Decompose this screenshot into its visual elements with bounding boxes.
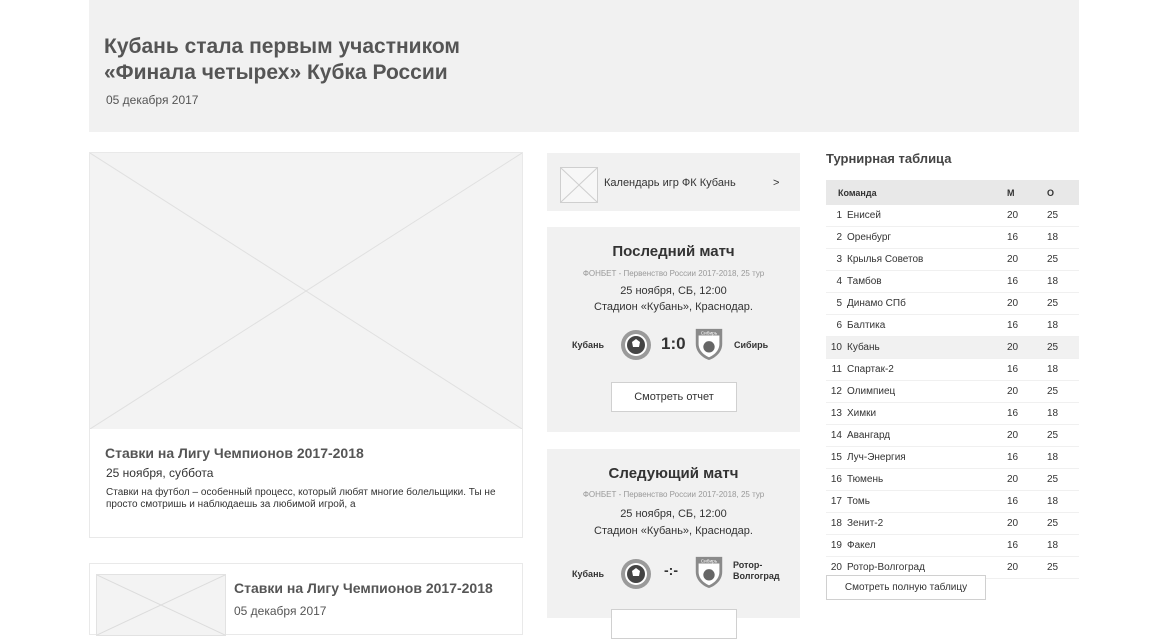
table-row[interactable] xyxy=(826,249,1079,271)
team-points: 25 xyxy=(1047,337,1079,359)
team-name: Луч-Энергия xyxy=(847,447,1007,469)
team-position: 6 xyxy=(826,315,847,337)
team-matches: 16 xyxy=(1007,315,1047,337)
team-matches: 20 xyxy=(1007,249,1047,271)
team-points: 25 xyxy=(1047,381,1079,403)
away-team: Сибирь xyxy=(734,340,769,350)
team-name: Крылья Советов xyxy=(847,249,1007,271)
col-team: Команда xyxy=(826,180,1007,205)
table-row[interactable] xyxy=(826,293,1079,315)
team-points: 18 xyxy=(1047,271,1079,293)
team-position: 14 xyxy=(826,425,847,447)
team-matches: 16 xyxy=(1007,227,1047,249)
table-row[interactable] xyxy=(826,447,1079,469)
kuban-ball-icon xyxy=(620,328,652,362)
team-matches: 16 xyxy=(1007,491,1047,513)
table-row[interactable] xyxy=(826,337,1079,359)
image-placeholder xyxy=(96,574,226,636)
news-date: 25 ноября, суббота xyxy=(106,466,214,480)
match-score: -:- xyxy=(664,562,678,578)
last-match-card xyxy=(547,227,800,432)
calendar-image-placeholder xyxy=(560,167,598,203)
team-name: Тамбов xyxy=(847,271,1007,293)
news-title[interactable]: Ставки на Лигу Чемпионов 2017-2018 xyxy=(105,445,364,461)
team-points: 25 xyxy=(1047,513,1079,535)
team-points: 18 xyxy=(1047,447,1079,469)
team-position: 4 xyxy=(826,271,847,293)
team-name: Оренбург xyxy=(847,227,1007,249)
team-matches: 20 xyxy=(1007,513,1047,535)
hero-title[interactable]: Кубань стала первым участником «Финала четырех» Кубка России xyxy=(104,35,460,84)
team-position: 12 xyxy=(826,381,847,403)
team-position: 2 xyxy=(826,227,847,249)
match-stadium: Стадион «Кубань», Краснодар. xyxy=(594,301,753,313)
team-name: Балтика xyxy=(847,315,1007,337)
team-name: Енисей xyxy=(847,205,1007,227)
kuban-ball-icon xyxy=(620,557,652,591)
team-matches: 20 xyxy=(1007,293,1047,315)
team-position: 20 xyxy=(826,557,847,579)
standings-title: Турнирная таблица xyxy=(826,151,952,166)
news-card-small[interactable] xyxy=(89,563,523,635)
view-match-button[interactable] xyxy=(611,609,737,639)
standings-table xyxy=(826,180,1079,579)
home-team: Кубань xyxy=(572,340,605,350)
badge-label: Сибирь xyxy=(700,559,718,565)
team-position: 18 xyxy=(826,513,847,535)
team-points: 18 xyxy=(1047,535,1079,557)
team-points: 18 xyxy=(1047,359,1079,381)
team-matches: 20 xyxy=(1007,469,1047,491)
news-date: 05 декабря 2017 xyxy=(234,604,327,618)
team-matches: 16 xyxy=(1007,535,1047,557)
table-row[interactable] xyxy=(826,491,1079,513)
hero-date: 05 декабря 2017 xyxy=(106,93,199,107)
team-position: 13 xyxy=(826,403,847,425)
table-row[interactable] xyxy=(826,271,1079,293)
team-points: 25 xyxy=(1047,293,1079,315)
team-matches: 16 xyxy=(1007,271,1047,293)
team-matches: 16 xyxy=(1007,403,1047,425)
team-points: 25 xyxy=(1047,469,1079,491)
col-points: О xyxy=(1047,180,1079,205)
team-matches: 20 xyxy=(1007,337,1047,359)
team-name: Химки xyxy=(847,403,1007,425)
rotor-shield-icon xyxy=(693,555,725,589)
team-points: 25 xyxy=(1047,205,1079,227)
table-row[interactable] xyxy=(826,359,1079,381)
team-position: 10 xyxy=(826,337,847,359)
table-header-row xyxy=(826,180,1079,205)
table-row[interactable] xyxy=(826,513,1079,535)
calendar-link[interactable] xyxy=(547,153,800,211)
team-position: 11 xyxy=(826,359,847,381)
team-name: Динамо СПб xyxy=(847,293,1007,315)
news-title[interactable]: Ставки на Лигу Чемпионов 2017-2018 xyxy=(234,580,493,596)
last-match-heading: Последний матч xyxy=(612,243,735,260)
next-match-heading: Следующий матч xyxy=(608,465,739,482)
team-name: Ротор-Волгоград xyxy=(847,557,1007,579)
chevron-right-icon: > xyxy=(773,177,780,189)
team-matches: 16 xyxy=(1007,359,1047,381)
team-name: Зенит-2 xyxy=(847,513,1007,535)
team-points: 18 xyxy=(1047,403,1079,425)
home-team: Кубань xyxy=(572,569,605,579)
team-name: Тюмень xyxy=(847,469,1007,491)
team-position: 15 xyxy=(826,447,847,469)
image-placeholder xyxy=(90,153,522,429)
table-row[interactable] xyxy=(826,315,1079,337)
news-excerpt: Ставки на футбол – особенный процесс, который любят многие болельщики. Ты не просто смотришь и наблюдаешь за любимой игрой, а xyxy=(106,487,496,510)
tournament-label: ФОНБЕТ - Первенство России 2017-2018, 25 тур xyxy=(582,269,765,278)
full-table-button[interactable]: Смотреть полную таблицу xyxy=(826,575,986,600)
team-points: 18 xyxy=(1047,227,1079,249)
table-row[interactable] xyxy=(826,535,1079,557)
calendar-label: Календарь игр ФК Кубань xyxy=(604,177,736,189)
team-name: Факел xyxy=(847,535,1007,557)
team-matches: 20 xyxy=(1007,205,1047,227)
away-team-line2: Волгоград xyxy=(733,571,780,581)
team-matches: 20 xyxy=(1007,557,1047,579)
team-position: 16 xyxy=(826,469,847,491)
table-row[interactable] xyxy=(826,469,1079,491)
away-team xyxy=(733,560,780,582)
team-name: Томь xyxy=(847,491,1007,513)
tournament-label: ФОНБЕТ - Первенство России 2017-2018, 25 тур xyxy=(582,490,765,499)
team-position: 19 xyxy=(826,535,847,557)
team-name: Кубань xyxy=(847,337,1007,359)
table-row[interactable] xyxy=(826,205,1079,227)
match-datetime: 25 ноября, СБ, 12:00 xyxy=(620,285,727,297)
hero-banner xyxy=(89,0,1079,132)
match-datetime: 25 ноября, СБ, 12:00 xyxy=(620,508,727,520)
team-name: Авангард xyxy=(847,425,1007,447)
team-points: 18 xyxy=(1047,315,1079,337)
team-position: 3 xyxy=(826,249,847,271)
table-row[interactable] xyxy=(826,425,1079,447)
team-name: Олимпиец xyxy=(847,381,1007,403)
match-stadium: Стадион «Кубань», Краснодар. xyxy=(594,525,753,537)
team-position: 17 xyxy=(826,491,847,513)
team-matches: 20 xyxy=(1007,381,1047,403)
team-points: 25 xyxy=(1047,425,1079,447)
team-position: 1 xyxy=(826,205,847,227)
table-row[interactable] xyxy=(826,381,1079,403)
team-points: 25 xyxy=(1047,557,1079,579)
team-name: Спартак-2 xyxy=(847,359,1007,381)
team-matches: 20 xyxy=(1007,425,1047,447)
table-row[interactable] xyxy=(826,403,1079,425)
view-report-button[interactable]: Смотреть отчет xyxy=(611,382,737,412)
team-points: 18 xyxy=(1047,491,1079,513)
next-match-card xyxy=(547,449,800,618)
news-card-large[interactable] xyxy=(89,152,523,538)
sibir-shield-icon xyxy=(693,327,725,361)
team-position: 5 xyxy=(826,293,847,315)
away-team-line1: Ротор- xyxy=(733,560,763,570)
team-matches: 16 xyxy=(1007,447,1047,469)
col-matches: М xyxy=(1007,180,1047,205)
table-row[interactable] xyxy=(826,227,1079,249)
team-points: 25 xyxy=(1047,249,1079,271)
match-score: 1:0 xyxy=(661,334,686,353)
badge-label: Сибирь xyxy=(700,331,718,337)
